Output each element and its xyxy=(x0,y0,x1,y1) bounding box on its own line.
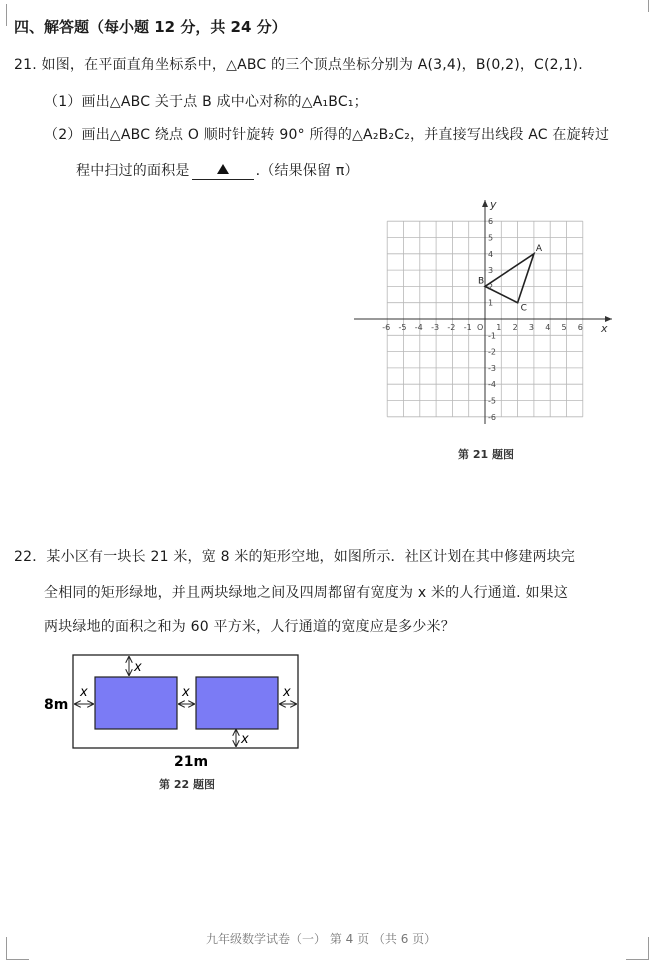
y-tick-label: 3 xyxy=(488,266,494,276)
y-tick-label: 4 xyxy=(488,249,494,259)
y-axis-arrow-icon xyxy=(482,200,488,207)
green-plot-right xyxy=(196,677,278,729)
q21-stem: 21. 如图，在平面直角坐标系中，△ABC 的三个顶点坐标分别为 A(3,4)，B(0,2)，C(2,1). xyxy=(14,57,583,73)
label-x-top: x xyxy=(134,660,142,675)
x-axis-label: x xyxy=(601,322,608,335)
vertex-label-b: B xyxy=(478,276,485,287)
triangle-outline xyxy=(485,254,534,303)
y-tick-label: -1 xyxy=(488,331,496,341)
answer-blank xyxy=(192,163,254,180)
y-tick-label: -2 xyxy=(488,347,496,357)
x-tick-label: -2 xyxy=(447,323,456,332)
y-tick-label: 2 xyxy=(488,282,494,292)
y-tick-label: -3 xyxy=(488,363,496,373)
q22-field-diagram xyxy=(38,650,308,776)
q21-part2-text-after: .（结果保留 π） xyxy=(255,163,359,179)
q22-line3: 两块绿地的面积之和为 60 平方米，人行通道的宽度应是多少米？ xyxy=(44,619,455,635)
green-plot-left xyxy=(95,677,177,729)
y-tick-label: 1 xyxy=(488,298,494,308)
x-tick-label: 4 xyxy=(545,323,551,332)
x-tick-label: 3 xyxy=(528,323,534,332)
label-x-bottom: x xyxy=(241,732,249,747)
y-tick-label: -5 xyxy=(488,396,496,406)
x-tick-label: -3 xyxy=(431,323,440,332)
q22-line1: 22．某小区有一块长 21 米，宽 8 米的矩形空地，如图所示．社区计划在其中修建两块完 xyxy=(14,549,576,565)
label-x-right: x xyxy=(283,685,291,700)
vertex-label-c: C xyxy=(520,303,527,314)
label-length-21m: 21m xyxy=(174,754,209,770)
q21-part1: （1）画出△ABC 关于点 B 成中心对称的△A₁BC₁； xyxy=(44,94,368,110)
x-tick-label: 5 xyxy=(561,323,567,332)
vertex-label-a: A xyxy=(535,243,543,254)
q21-coordinate-plane xyxy=(350,196,625,428)
y-tick-label: -4 xyxy=(488,380,496,390)
x-tick-label: -5 xyxy=(398,323,407,332)
label-x-middle: x xyxy=(182,685,190,700)
label-width-8m: 8m xyxy=(44,697,69,713)
x-tick-label: 6 xyxy=(577,323,583,332)
x-tick-label: -6 xyxy=(382,323,391,332)
x-tick-label: -4 xyxy=(414,323,423,332)
q21-part2-line1: （2）画出△ABC 绕点 O 顺时针旋转 90° 所得的△A₂B₂C₂，并直接写出线段 AC 在旋转过 xyxy=(44,127,610,143)
coordinate-axes xyxy=(354,200,612,424)
section-heading: 四、解答题（每小题 12 分，共 24 分） xyxy=(14,18,287,36)
q21-part2-line2 xyxy=(76,160,359,180)
label-x-left: x xyxy=(80,685,88,700)
origin-label: O xyxy=(477,323,484,332)
y-tick-label: 6 xyxy=(488,217,494,227)
y-tick-label: 5 xyxy=(488,233,494,243)
answer-triangle-icon xyxy=(217,164,229,174)
corner-mark-top-right xyxy=(626,0,649,12)
y-axis-label: y xyxy=(490,198,497,211)
page-footer: 九年级数学试卷（一） 第 4 页 （共 6 页） xyxy=(206,932,437,946)
q22-figure-caption: 第 22 题图 xyxy=(159,778,215,791)
q21-part2-text-before: 程中扫过的面积是 xyxy=(76,163,190,179)
corner-mark-bottom-left xyxy=(6,937,29,960)
q22-line2: 全相同的矩形绿地，并且两块绿地之间及四周都留有宽度为 x 米的人行通道. 如果这 xyxy=(44,585,569,601)
y-tick-label: -6 xyxy=(488,412,496,422)
tick-labels xyxy=(382,198,608,422)
q21-figure-caption: 第 21 题图 xyxy=(458,448,514,461)
x-tick-label: 2 xyxy=(512,323,518,332)
x-tick-label: -1 xyxy=(463,323,472,332)
x-tick-label: 1 xyxy=(496,323,502,332)
corner-mark-bottom-right xyxy=(626,937,649,960)
